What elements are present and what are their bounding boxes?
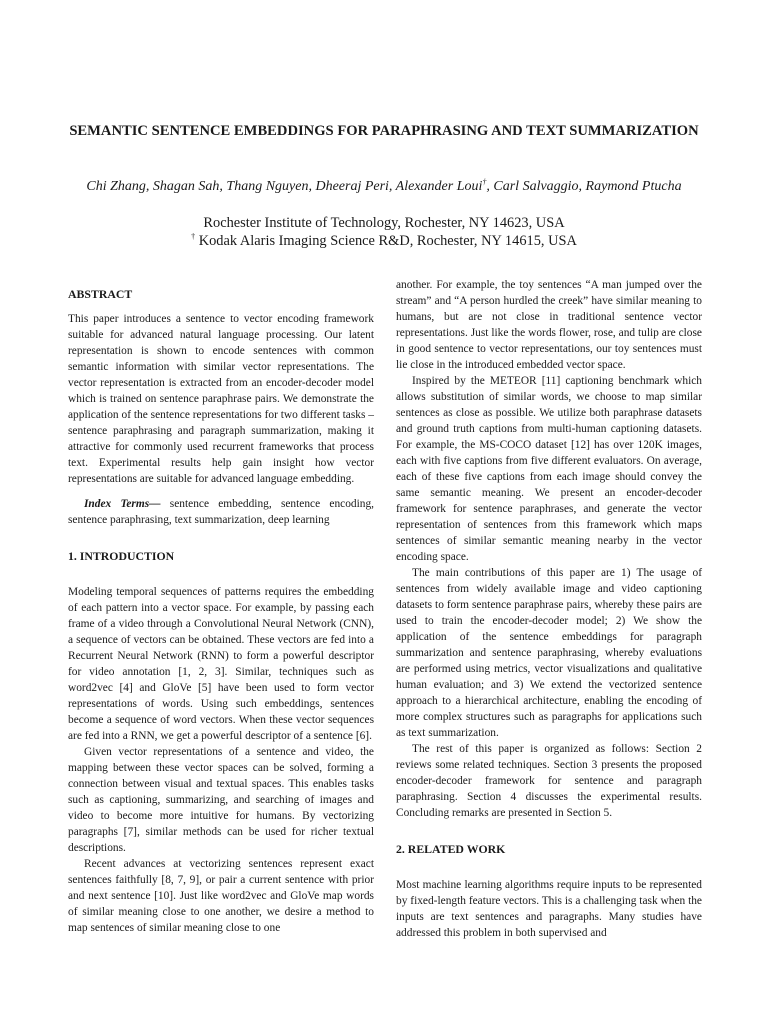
right-paragraph-3: The main contributions of this paper are 1) The usage of sentences from widely available image and video captioning datasets to form sentence paraphrase pairs, whereby these pairs are used to train the encoder-decoder model; 2) We show the application of the sentence embeddings for paragraph summarization and sentence paraphrasing, whereby evaluations are performed using metrics, vector visualizations and qualitative human evaluation; and 3) We extend the vectorized sentence approach to a hierarchical architecture, enabling the encoding of more complex structures such as paragraphs for applications such as text summarization. xyxy=(396,567,702,739)
right-paragraph-1: another. For example, the toy sentences “A man jumped over the stream” and “A person hurdled the creek” have similar meaning to humans, but are not close in traditional sentence vector representations. Just like the words flower, rose, and tulip are close in good sentence to vector representations, our toy sentences must lie close in the introduced embedded vector space. xyxy=(396,279,702,371)
dagger-mark: † xyxy=(482,177,487,187)
index-terms xyxy=(68,496,374,528)
introduction-paragraph-3: Recent advances at vectorizing sentences represent exact sentences faithfully [8, 7, 9], or pair a current sentence with prior and next sentence [10]. Just like word2vec and GloVe map words of similar meaning close to one another, we desire a method to map sentences of similar meaning close to one xyxy=(68,858,374,934)
introduction-heading: 1. INTRODUCTION xyxy=(68,549,175,563)
introduction-paragraph-1: Modeling temporal sequences of patterns requires the embedding of each pattern into a vector space. For example, by passing each frame of a video through a Convolutional Neural Network (CNN), a sequence of vectors can be obtained. These vectors are fed into a Recurrent Neural Network (RNN) to form a powerful descriptor for video annotation [1, 2, 3]. Similar, techniques such as word2vec [4] and GloVe [5] have been used to form vector representations of words. Using such embeddings, sentences become a sequence of word vectors. When these vector sequences are fed into a RNN, we get a powerful descriptor of a sentence [6]. xyxy=(68,586,374,742)
index-terms-label: Index Terms— xyxy=(84,498,161,510)
abstract-heading: ABSTRACT xyxy=(68,287,133,301)
related-work-heading: 2. RELATED WORK xyxy=(396,842,506,856)
introduction-paragraph-2: Given vector representations of a sentence and video, the mapping between these vector spaces can be solved, forming a connection between visual and textual spaces. This enables tasks such as captioning, summarizing, and searching of images and video to become more intuitive for humans. By vectorizing paragraphs [7], similar methods can be used for richer textual descriptions. xyxy=(68,746,374,854)
authors-main: Chi Zhang, Shagan Sah, Thang Nguyen, Dheeraj Peri, Alexander Loui xyxy=(86,179,483,194)
abstract-text: This paper introduces a sentence to vector encoding framework suitable for advanced natural language processing. Our latent representation is shown to encode sentences with common semantic information with similar vector representations. The vector representation is extracted from an encoder-decoder model which is trained on sentence paraphrase pairs. We demonstrate the application of the sentence representations for two different tasks – sentence paraphrasing and paragraph summarization, making it attractive for commonly used recurrent frameworks that process text. Experimental results help gain insight how vector representations are suitable for advanced language embedding. xyxy=(68,313,374,485)
paper-title: SEMANTIC SENTENCE EMBEDDINGS FOR PARAPHRASING AND TEXT SUMMARIZATION xyxy=(69,123,699,139)
dagger-mark-affiliation: † xyxy=(191,232,196,242)
authors-rest: , Carl Salvaggio, Raymond Ptucha xyxy=(486,179,682,194)
right-paragraph-2: Inspired by the METEOR [11] captioning benchmark which allows substitution of similar words, we choose to map similar sentences as close as possible. We utilize both paraphrase datasets and ground truth captions from multi-human captioning datasets. For example, the MS-COCO dataset [12] has over 120K images, each with five captions from five different evaluators. On average, each of these five captions from each image should convey the same semantic meaning. We present an encoder-decoder framework for sentence paraphrases, and generate the vector representation of sentences from this framework which maps sentences of similar semantic meaning nearby in the vector encoding space. xyxy=(396,375,702,563)
index-terms-text: sentence embedding, sentence encoding, sentence paraphrasing, text summarization, deep learning xyxy=(68,498,374,526)
related-work-paragraph-1: Most machine learning algorithms require inputs to be represented by fixed-length feature vectors. This is a challenging task when the inputs are text sentences and paragraphs. Many studies have addressed this problem in both supervised and xyxy=(396,879,702,939)
right-paragraph-4: The rest of this paper is organized as follows: Section 2 reviews some related techniques. Section 3 presents the proposed encoder-decoder framework for sentence and paragraph paraphrasing. Section 4 discusses the experimental results. Concluding remarks are presented in Section 5. xyxy=(396,743,702,819)
left-column xyxy=(68,286,374,936)
affiliation-1: Rochester Institute of Technology, Rochester, NY 14623, USA xyxy=(203,215,565,231)
right-column xyxy=(396,277,702,941)
affiliation-2-line xyxy=(60,232,708,250)
author-list xyxy=(40,178,728,196)
affiliation-2: Kodak Alaris Imaging Science R&D, Rochester, NY 14615, USA xyxy=(198,233,577,249)
